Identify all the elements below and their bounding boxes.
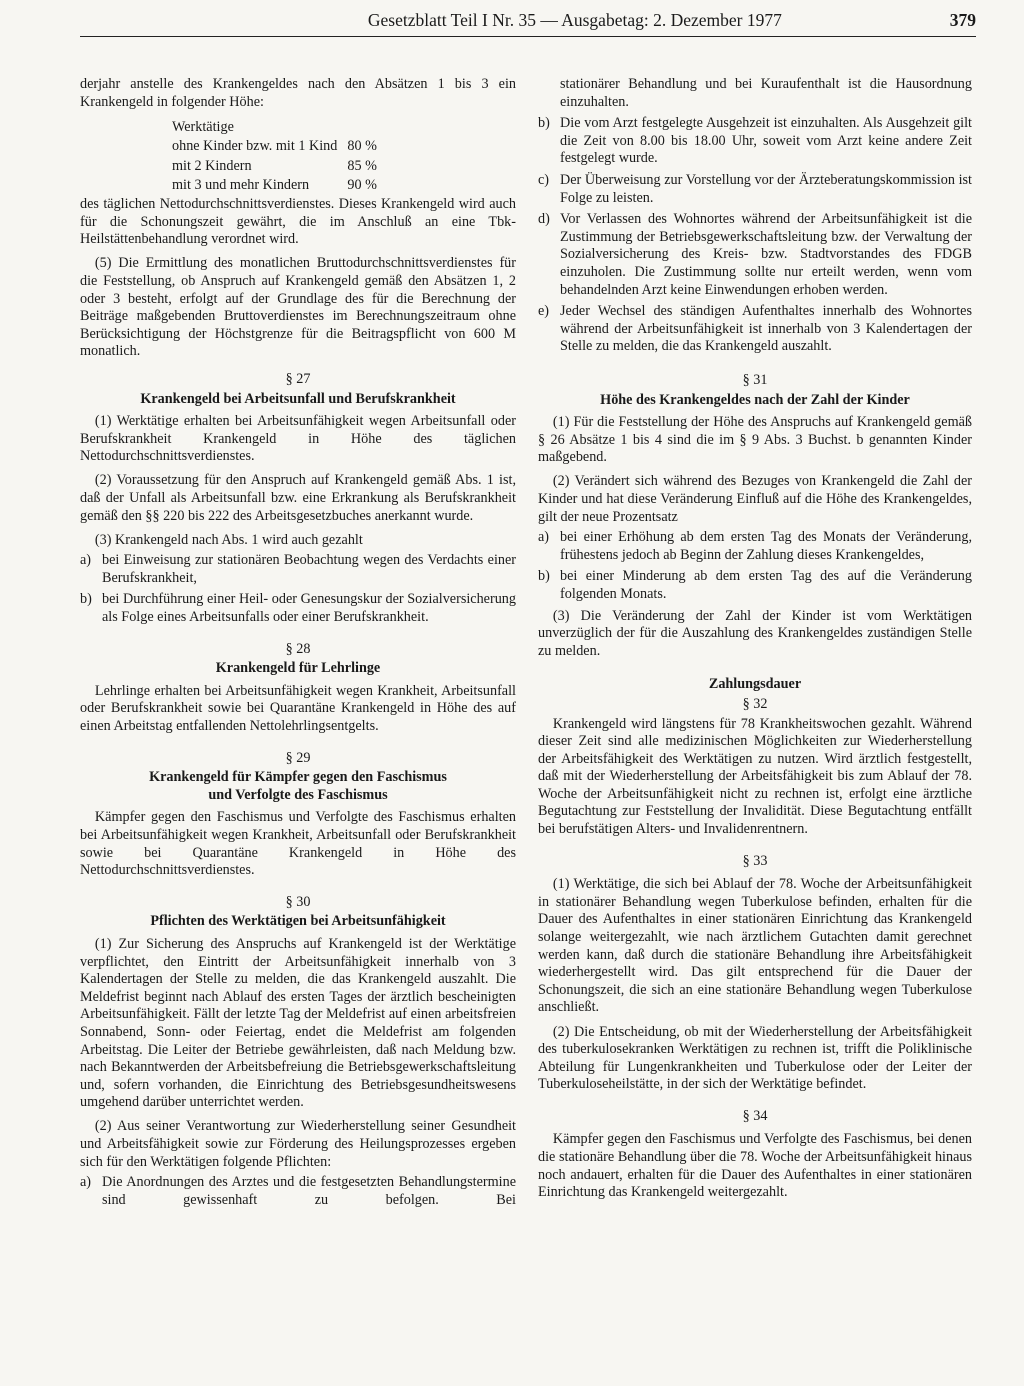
list-item-label: d) [538,211,550,228]
s30-paragraph-1: (1) Zur Sicherung des Anspruchs auf Krankengeld ist der Werktätige verpflichtet, den Eintritt der Arbeitsunfähigkeit innerhalb von 3 Kalendertagen der Stelle zu melden, die das Krankengeld auszahlt. Die Meldefrist beginnt nach Ablauf des ersten Tages der ärztlich bescheinigten Arbeitsunfähigkeit. Fällt der letzte Tag der Meldefrist auf einen arbeitsfreien Sonnabend, Sonn- oder Feiertag, endet die Meldefrist am folgenden Arbeitstag. Die Leiter der Betriebe gewährleisten, daß nach Meldung bzw. nach Bekanntwerden der Arbeitsbefreiung die Betriebsgewerkschaftsleitung und, sofern vorhanden, die Einrichtung des Betriebsgesundheitswesens umgehend darüber unterrichtet werden. [80,935,516,1111]
list-item-label: b) [80,591,92,608]
section-number-31: § 31 [742,371,768,388]
list-item-text: bei einer Minderung ab dem ersten Tag des auf die Veränderung folgenden Monats. [560,568,972,602]
s32-paragraph-1: Krankengeld wird längstens für 78 Krankheitswochen gezahlt. Während dieser Zeit sind alle medizinischen Möglichkeiten zur Wiederherstellung der Arbeitsfähigkeit des Werktätigen zu nutzen. Wird ärztlich festgestellt, daß mit der Wiederherstellung der Arbeitsfähigkeit bis zum Ablauf der 78. Woche der Arbeitsunfähigkeit nicht zu rechnen ist, erfolgt eine ärztliche Begutachtung zur Feststellung der Invalidität. Diese Begutachtung entfällt bei berufstätigen Alters- und Invalidenrentnern. [538,715,972,838]
heading-zahlungsdauer: Zahlungsdauer [708,676,802,693]
s27-paragraph-1: (1) Werktätige erhalten bei Arbeitsunfähigkeit wegen Arbeitsunfall oder Berufskrankheit Krankengeld in Höhe des täglichen Nettodurchschnittsverdienstes. [80,413,516,465]
rate-label: mit 2 Kindern [172,157,252,174]
list-item [538,211,972,299]
paragraph-5: (5) Die Ermittlung des monatlichen Bruttodurchschnittsverdienstes für die Feststellung, ob Anspruch auf Krankengeld gemäß den Absätzen 1, 2 oder 3 besteht, erfolgt auf der Grundlage des für die Berechnung der Beiträge maßgebenden Bruttoverdienstes im Berechnungszeitraum ohne Berücksichtigung der Höchstgrenze für die Beitragspflicht von 600 M monatlich. [80,255,516,360]
list-item-text: bei Einweisung zur stationären Beobachtung wegen des Verdachts einer Berufskrankheit, [102,552,516,586]
section-number-32: § 32 [742,695,768,712]
s33-paragraph-2: (2) Die Entscheidung, ob mit der Wiederherstellung der Arbeitsfähigkeit des tuberkulosekranken Werktätigen zu rechnen ist, trifft die Poliklinische Abteilung für Lungenkrankheiten und Tuberkulose oder der Leiter der Tuberkuloseheilstätte, in der sich der Werktätige befindet. [538,1023,972,1093]
rate-label: ohne Kinder bzw. mit 1 Kind [172,138,338,155]
list-item [538,115,972,168]
rate-row [172,157,377,177]
list-item [80,591,516,626]
list-item-text: Vor Verlassen des Wohnortes während der Arbeitsunfähigkeit ist die Zustimmung der Betriebsgewerkschaftsleitung bzw. der Verwaltung der Sozialversicherung des Kreis- bzw. Stadtvorstandes des FDGB einzuholen. Die Zustimmung sollte nur erteilt werden, wenn vom behandelnden Arzt keine Einwendungen erhoben werden. [560,211,972,298]
paragraph-after-rates: des täglichen Nettodurchschnittsverdienstes. Dieses Krankengeld wird auch für die Schonungszeit gewährt, die im Anschluß an eine Tbk-Heilstättenbehandlung verordnet wird. [80,196,516,248]
list-item-label: e) [538,303,550,320]
rate-value: 80 % [347,138,377,155]
list-item [538,303,972,356]
section-title-29-line-2: und Verfolgte des Faschismus [208,786,388,803]
s27-paragraph-2: (2) Voraussetzung für den Anspruch auf Krankengeld gemäß Abs. 1 ist, daß der Unfall als Arbeitsunfall bzw. eine Erkrankung als Berufskrankheit gemäß den §§ 220 bis 222 des Arbeitsgesetzbuches anerkannt wurde. [80,472,516,524]
s33-paragraph-1: (1) Werktätige, die sich bei Ablauf der 78. Woche der Arbeitsunfähigkeit in stationärer Behandlung wegen Tuberkulose befinden, erhalten für die Dauer des Aufenthaltes in einer stationären Einrichtung das Krankengeld solange weitergezahlt, wie nach ärztlichem Gutachten damit gerechnet werden kann, daß durch die stationäre Behandlung ihre Arbeitsfähigkeit wiederhergestellt wird. Das gilt entsprechend für die Dauer der Schonungszeit, die sich an eine stationäre Behandlung wegen Tuberkulose anschließt. [538,876,972,1016]
s29-paragraph-1: Kämpfer gegen den Faschismus und Verfolgte des Faschismus erhalten bei Arbeitsunfähigkeit wegen Krankheit, Arbeitsunfall oder Berufskrankheit sowie bei Quarantäne Krankengeld in Höhe des Nettodurchschnittsverdienstes. [80,809,516,879]
list-item-label: a) [80,1174,92,1191]
s27-paragraph-3: (3) Krankengeld nach Abs. 1 wird auch gezahlt [94,531,363,548]
s31-paragraph-3: (3) Die Veränderung der Zahl der Kinder ist vom Werktätigen unverzüglich der für die Auszahlung des Krankengeldes zuständigen Stelle zu melden. [538,607,972,659]
section-number-29: § 29 [285,749,311,766]
rate-value: 90 % [347,177,377,194]
s31-paragraph-1: (1) Für die Feststellung der Höhe des Anspruchs auf Krankengeld gemäß § 26 Absätze 1 bis 4 sind die im § 9 Abs. 3 Buchst. b genannten Kinder maßgebend. [538,414,972,466]
list-item-text: stationärer Behandlung und bei Kuraufenthalt ist die Hausordnung einzuhalten. [560,76,972,110]
rate-row [172,137,377,157]
rate-label: mit 3 und mehr Kindern [172,177,310,194]
list-item-label: c) [538,171,550,188]
left-column [80,76,516,1213]
list-item-text: Jeder Wechsel des ständigen Aufenthaltes innerhalb des Wohnortes während der Arbeitsunfähigkeit ist innerhalb von 3 Kalendertagen der Stelle zu melden, die das Krankengeld auszahlt. [560,303,972,355]
page-number: 379 [949,10,976,30]
list-item-text: Die vom Arzt festgelegte Ausgehzeit ist einzuhalten. Als Ausgehzeit gilt die Zeit von 8.00 bis 18.00 Uhr, soweit vom Arzt keine andere Zeit festgelegt wurde. [560,115,972,167]
rate-row [172,176,377,196]
rate-heading: Werktätige [172,118,234,135]
list-item [80,552,516,587]
list-item [538,529,972,564]
list-item-label: a) [538,529,550,546]
list-item-label: b) [538,115,550,132]
rate-table [172,137,377,196]
list-item-text: bei einer Erhöhung ab dem ersten Tag des Monats der Veränderung, frühestens jedoch ab Beginn der Zahlung dieses Krankengeldes, [560,529,972,563]
section-title-30: Pflichten des Werktätigen bei Arbeitsunfähigkeit [150,913,446,930]
right-column [538,76,972,1208]
section-title-31: Höhe des Krankengeldes nach der Zahl der Kinder [600,391,910,408]
paragraph-intro: derjahr anstelle des Krankengeldes nach den Absätzen 1 bis 3 ein Krankengeld in folgender Höhe: [80,76,516,110]
s34-paragraph-1: Kämpfer gegen den Faschismus und Verfolgte des Faschismus, bei denen die stationäre Behandlung über die 78. Woche der Arbeitsunfähigkeit hinaus noch andauert, erhalten für die Dauer des Aufenthaltes in einer stationären Einrichtung das Krankengeld weitergezahlt. [538,1131,972,1201]
section-number-34: § 34 [742,1107,768,1124]
list-item-label: a) [80,552,92,569]
s31-paragraph-2: (2) Verändert sich während des Bezuges von Krankengeld die Zahl der Kinder und hat diese Veränderung Einfluß auf die Höhe des Krankengeldes, gilt der neue Prozentsatz [538,473,972,525]
list-item-text: bei Durchführung einer Heil- oder Genesungskur der Sozialversicherung als Folge eines Arbeitsunfalls oder einer Berufskrankheit. [102,591,516,626]
section-title-27: Krankengeld bei Arbeitsunfall und Berufskrankheit [140,390,456,407]
section-number-30: § 30 [285,893,311,910]
list-item [538,172,972,207]
s28-paragraph-1: Lehrlinge erhalten bei Arbeitsunfähigkeit wegen Krankheit, Arbeitsunfall oder Berufskrankheit sowie bei Quarantäne Krankengeld in Höhe des auf einen Arbeitstag entfallenden Nettolehrlingsentgelts. [80,682,516,734]
list-item-text: Die Anordnungen des Arztes und die festgesetzten Behandlungstermine sind gewissenhaft zu befolgen. Bei [102,1174,516,1208]
section-number-27: § 27 [285,370,311,387]
list-item [80,1174,516,1209]
header-title: Gesetzblatt Teil I Nr. 35 — Ausgabetag: 2. Dezember 1977 [367,10,782,30]
section-title-28: Krankengeld für Lehrlinge [215,660,381,677]
list-item [538,568,972,603]
section-title-29 [80,769,516,804]
section-title-29-line-1: Krankengeld für Kämpfer gegen den Faschismus [149,769,447,786]
list-item-continuation [538,76,972,111]
list-item-label: b) [538,568,550,585]
section-number-33: § 33 [742,852,768,869]
s30-paragraph-2: (2) Aus seiner Verantwortung zur Wiederherstellung seiner Gesundheit und Arbeitsfähigkeit sowie zur Förderung des Heilungsprozesses ergeben sich für den Werktätigen folgende Pflichten: [80,1118,516,1170]
list-item-text: Der Überweisung zur Vorstellung vor der Ärzteberatungskommission ist Folge zu leisten. [560,171,972,206]
rate-value: 85 % [347,157,377,174]
running-header [80,6,976,37]
section-number-28: § 28 [285,640,311,657]
